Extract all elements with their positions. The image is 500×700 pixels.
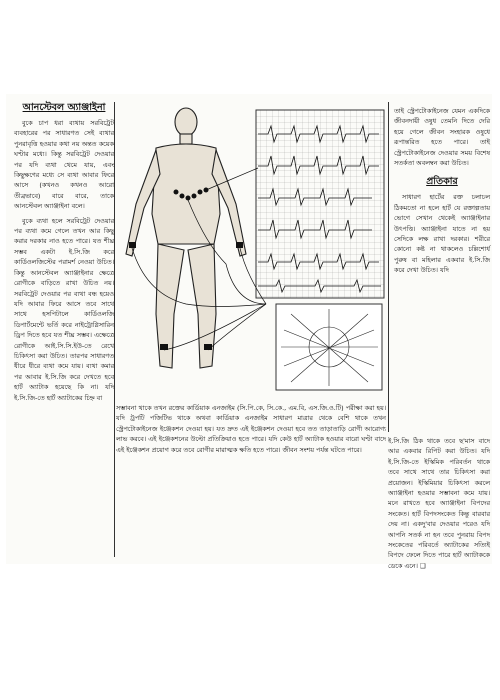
ecg-illustration — [116, 104, 386, 394]
section-heading-remedy: প্রতিকার — [426, 176, 458, 188]
human-figure — [126, 108, 246, 368]
column-divider — [114, 102, 115, 557]
section-heading-unstable-angina: আনস্টেবল অ্যাঞ্জাইনা — [22, 102, 106, 113]
paragraph: ই.সি.জি ঠিক থাকে তবে ছ'মাস বাদে আর একবার রিপিট করা উচিত। যদি ই.সি.জি-তে ইস্কিমিক পরিবর্তন থাকে তবে সাথে সাথে তার চিকিৎসা করা প্রয়োজন। ইস্কিমিয়ার চিকিৎসা করলে অ্যাঞ্জাইনা হওয়ার সম্ভাবনা কমে যায়। মনে রাখতে হবে অ্যাঞ্জাইনা বিপদের সংকেত। হার্ট বিপদসংকেত কিন্তু বারবার দেয় না। একদু'বার দেওয়ার পরেও যদি আপনি সতর্ক না হন তবে পুনরায় বিপদ সংকেতের পরিবর্তে অ্যাটাকের সত্যিই বিপদে ফেলে দিতে পারে হার্ট অ্যাটাককে ডেকে এনে। ❑ — [388, 437, 490, 570]
paragraph: বুকে ব্যথা হলে সরবিট্রেট দেওয়ার পর ব্যথা কমে গেলে তখন আর কিছু করার দরকার নাও হতে পারে। যত শীঘ্র সম্ভব একটা ই.সি.জি করে কার্ডিওলজিস্টের পরামর্শ নেওয়া উচিত। কিন্তু আনস্টেবল অ্যাঞ্জাইনার ক্ষেত্রে রোগীকে বাড়িতে রাখা উচিত নয়। সরবিট্রেট দেওয়ার পর ব্যথা বন্ধ হয়েও যদি আবার ফিরে আসে তবে সাথে সাথে হসপিটালে কার্ডিওলজি ডিপার্টমেন্টে ভর্তি করে নাইট্রোগ্লিসারিন ড্রিপ দিতে হবে যত শীঘ্র সম্ভব। এক্ষেত্রে রোগীকে আই.সি.সি.ইউ-তে রেখে চিকিৎসা করা উচিত। তারপর সাধারণত ধীরে ধীরে ব্যথা কমে যায়। ব্যথা কমার পর আবার ই.সি.জি করে দেখতে হবে হার্ট অ্যাটাক হয়েছে কি না। যদি ই.সি.জি-তে হার্ট অ্যাটাকের চিহ্ন বা — [14, 216, 114, 402]
left-column — [14, 102, 114, 403]
middle-bottom-text — [116, 399, 386, 455]
right-column — [394, 102, 490, 276]
newspaper-page — [6, 94, 492, 570]
paragraph: সম্ভাবনা থাকে তখন রক্তের কার্ডিয়াক এনজাইম (সি.পি.কে, সি.কে., এম.বি, এস.জি.ও.টি) পরীক্ষা করা হয়। যদি ট্রপটি পজিটিভ থাকে অথবা কার্ডিয়াক এনজাইম সাধারণ মাত্রার থেকে বেশি থাকে তখন স্ট্রেপটোকাইনেজ ইঞ্জেকশন দেওয়া হয়। যত দ্রুত এই ইঞ্জেকশন দেওয়া হবে তত তাড়াতাড়ি রোগী আরোগ্য লাভ করবে। এই ইঞ্জেকশনের উল্টো প্রতিক্রিয়াও হতে পারে। যদি কেউ হার্ট অ্যাটাক হওয়ার বারো ঘণ্টা বাদে এই ইঞ্জেকশন প্রয়োগ করে তবে রোগীর মারাত্মক ক্ষতি হতে পারে। জীবন সংশয় পর্যন্ত ঘটতে পারে। — [116, 404, 386, 454]
paragraph: বুকে চাপ ধরা ব্যথায় সরবিট্রেট ব্যবহারের পর সাধারণত সেই ব্যথার পুনরাবৃত্তি হওয়ার কথা নয় অন্তত কয়েক ঘণ্টার মধ্যে। কিন্তু সরবিট্রেট দেওয়ার পর যদি ব্যথা থেমে যায়, এবং কিছুক্ষণের মধ্যে সে ব্যথা আবার ফিরে আসে (কখনও কখনও আরো তীব্রভাবে) বারে বারে, তাকে আনস্টেবল অ্যাঞ্জাইনা বলে। — [14, 119, 114, 211]
paragraph: সাধারণ হার্টের রক্ত চলাচল ঠিকমতো না হলে হার্ট যে রক্তাল্পতায় ভোগে সেখান থেকেই অ্যাঞ্জাইনার উৎপত্তি। অ্যাঞ্জাইনা যাতে না হয় সেদিকে লক্ষ রাখা দরকার। শরীরে কোনো কষ্ট না থাকলেও চল্লিশোর্ধ পুরুষ বা মহিলার একবার ই.সি.জি করে দেখা উচিত। যদি — [394, 193, 490, 275]
ecg-figure — [116, 104, 386, 394]
right-bottom-text — [388, 432, 490, 571]
column-divider — [388, 102, 389, 432]
paragraph: তাই স্ট্রেপটোকাইনেজ যেমন একদিকে জীবনদায়ী ওষুধ তেমনি দিতে দেরি হয়ে গেলে জীবন সংহারক ওষুধে রূপান্তরিত হতে পারে। তাই স্ট্রেপটোকাইনেজ দেওয়ার সময় বিশেষ সতর্কতা অবলম্বন করা উচিত। — [394, 107, 490, 168]
